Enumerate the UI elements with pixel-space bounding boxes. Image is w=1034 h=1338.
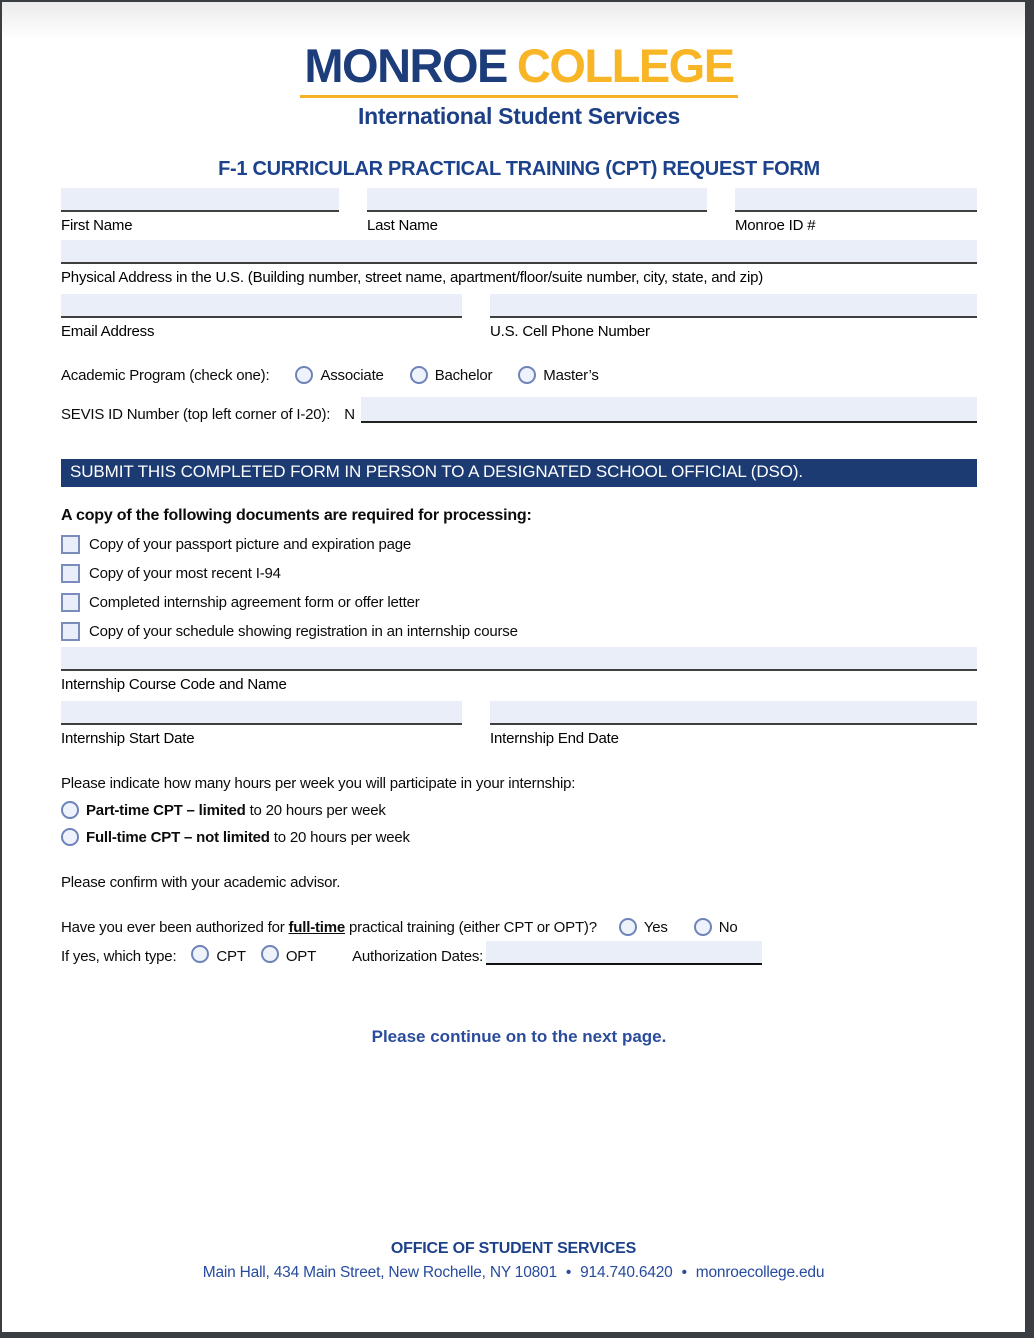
course-code-label: Internship Course Code and Name — [61, 676, 287, 693]
masters-label: Master’s — [543, 366, 599, 384]
if-yes-row — [61, 941, 977, 965]
full-time-option-row — [61, 828, 977, 846]
logo-college-text: COLLEGE — [516, 39, 734, 92]
cpt-label: CPT — [216, 948, 246, 965]
checkbox-schedule-label: Copy of your schedule showing registration in an internship course — [89, 623, 518, 640]
bachelor-label: Bachelor — [434, 366, 493, 384]
footer-phone: 914.740.6420 — [580, 1264, 673, 1281]
authorization-question-row — [61, 918, 977, 936]
academic-program-row — [61, 366, 977, 384]
checkbox-schedule[interactable] — [61, 622, 80, 641]
no-label: No — [718, 918, 738, 936]
logo-subtitle: International Student Services — [357, 103, 681, 129]
physical-address-label: Physical Address in the U.S. (Building number, street name, apartment/floor/suite number, city, state, and zip) — [61, 269, 764, 286]
continue-note: Please continue on to the next page. — [371, 1027, 667, 1046]
radio-associate[interactable] — [295, 366, 313, 384]
associate-label: Associate — [320, 366, 384, 384]
hours-intro: Please indicate how many hours per week you will participate in your internship: — [61, 775, 576, 792]
checklist-item — [61, 593, 977, 612]
last-name-label: Last Name — [367, 217, 438, 234]
monroe-id-input[interactable] — [735, 188, 977, 212]
footer-separator: • — [681, 1264, 687, 1281]
auth-q-post: practical training (either CPT or OPT)? — [345, 918, 597, 936]
radio-yes[interactable] — [619, 918, 637, 936]
part-time-rest: to 20 hours per week — [245, 801, 386, 819]
document-page — [2, 2, 1025, 1332]
radio-bachelor[interactable] — [410, 366, 428, 384]
physical-address-input[interactable] — [61, 240, 977, 264]
auth-q-fulltime: full-time — [288, 918, 346, 936]
start-date-input[interactable] — [61, 701, 462, 725]
end-date-input[interactable] — [490, 701, 977, 725]
checklist-item — [61, 622, 977, 641]
footer-separator: • — [565, 1264, 572, 1281]
sevis-row — [61, 397, 977, 423]
footer-website: monroecollege.edu — [695, 1264, 825, 1281]
footer-address: Main Hall, 434 Main Street, New Rochelle, NY 10801 — [202, 1264, 557, 1281]
checklist-item — [61, 564, 977, 583]
sevis-id-input[interactable] — [361, 397, 977, 423]
auth-q-pre: Have you ever been authorized for — [61, 918, 289, 936]
checkbox-passport[interactable] — [61, 535, 80, 554]
radio-part-time[interactable] — [61, 801, 79, 819]
logo — [61, 2, 977, 130]
end-date-label: Internship End Date — [490, 730, 619, 747]
logo-monroe-text: MONROE — [304, 39, 507, 92]
checkbox-i94-label: Copy of your most recent I-94 — [89, 565, 281, 582]
radio-full-time[interactable] — [61, 828, 79, 846]
phone-label: U.S. Cell Phone Number — [490, 323, 650, 340]
monroe-id-label: Monroe ID # — [735, 217, 816, 234]
advisor-confirm-note: Please confirm with your academic advisor. — [61, 874, 341, 891]
logo-wordmark — [300, 39, 737, 98]
sevis-label: SEVIS ID Number (top left corner of I-20): — [61, 406, 331, 423]
checkbox-i94[interactable] — [61, 564, 80, 583]
email-label: Email Address — [61, 323, 155, 340]
academic-program-label: Academic Program (check one): — [61, 366, 270, 384]
authorization-dates-input[interactable] — [486, 941, 762, 965]
radio-masters[interactable] — [518, 366, 536, 384]
checkbox-agreement-label: Completed internship agreement form or offer letter — [89, 594, 420, 611]
radio-opt[interactable] — [261, 945, 279, 963]
checkbox-agreement[interactable] — [61, 593, 80, 612]
full-time-rest: to 20 hours per week — [269, 828, 410, 846]
yes-label: Yes — [643, 918, 668, 936]
first-name-input[interactable] — [61, 188, 339, 212]
course-code-input[interactable] — [61, 647, 977, 671]
first-name-label: First Name — [61, 217, 133, 234]
documents-heading: A copy of the following documents are required for processing: — [61, 507, 532, 524]
part-time-option-row — [61, 801, 977, 819]
footer-office-title: OFFICE OF STUDENT SERVICES — [390, 1240, 637, 1257]
radio-no[interactable] — [694, 918, 712, 936]
radio-cpt[interactable] — [191, 945, 209, 963]
email-input[interactable] — [61, 294, 462, 318]
authorization-dates-label: Authorization Dates: — [352, 948, 484, 965]
part-time-bold: Part-time CPT – limited — [86, 801, 246, 819]
phone-input[interactable] — [490, 294, 977, 318]
checklist-item — [61, 535, 977, 554]
start-date-label: Internship Start Date — [61, 730, 195, 747]
opt-label: OPT — [285, 948, 317, 965]
submit-instruction-banner: SUBMIT THIS COMPLETED FORM IN PERSON TO A DESIGNATED SCHOOL OFFICIAL (DSO). — [61, 459, 977, 487]
footer — [2, 1240, 1025, 1282]
checkbox-passport-label: Copy of your passport picture and expiration page — [89, 536, 412, 553]
page-title: F-1 CURRICULAR PRACTICAL TRAINING (CPT) REQUEST FORM — [218, 158, 820, 180]
full-time-bold: Full-time CPT – not limited — [86, 828, 270, 846]
last-name-input[interactable] — [367, 188, 707, 212]
if-yes-label: If yes, which type: — [61, 948, 177, 965]
footer-contact-line — [2, 1264, 1025, 1282]
sevis-prefix: N — [344, 406, 355, 423]
